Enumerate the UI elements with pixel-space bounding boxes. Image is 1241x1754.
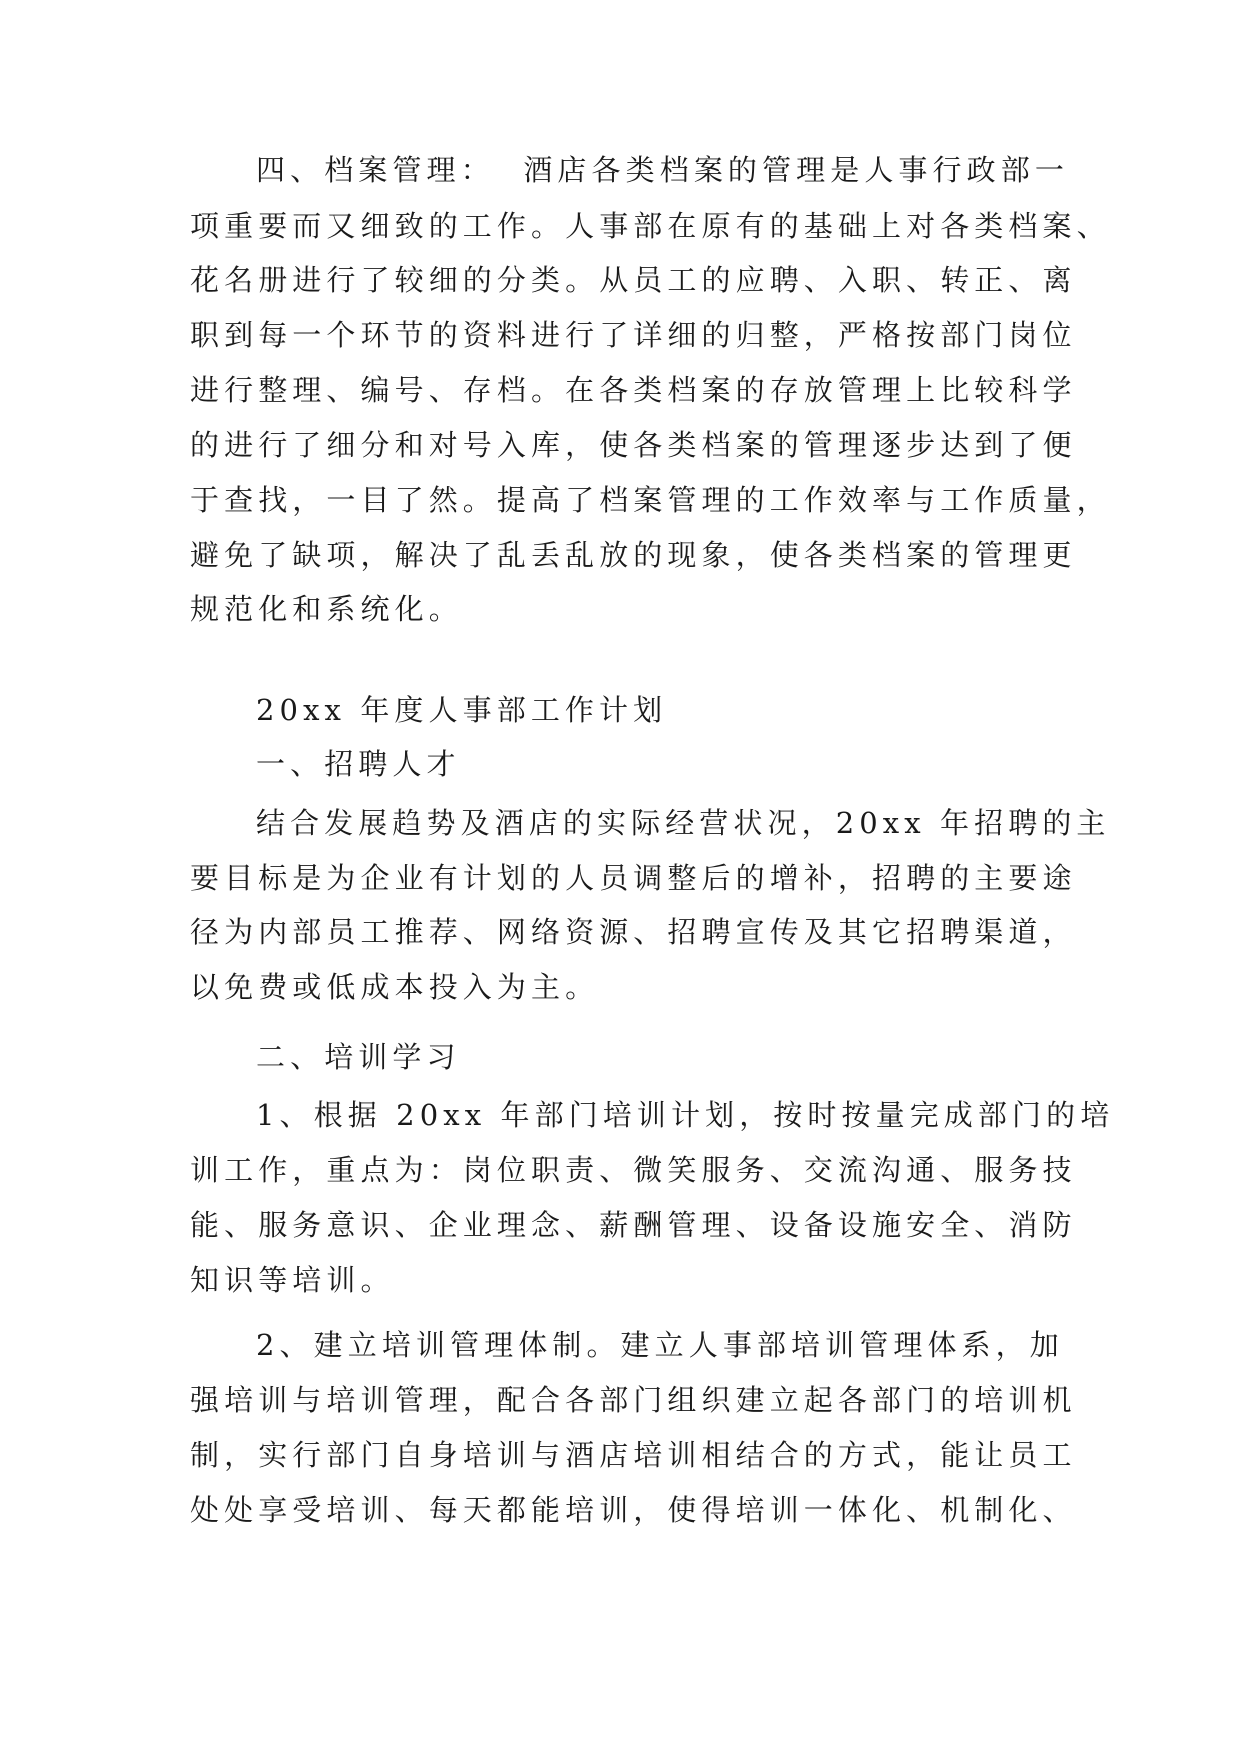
text-line: 项重要而又细致的工作。人事部在原有的基础上对各类档案、: [190, 209, 1111, 243]
text-line: 四、档案管理： 酒店各类档案的管理是人事行政部一: [256, 153, 1069, 187]
text-line: 径为内部员工推荐、网络资源、招聘宣传及其它招聘渠道，: [190, 915, 1077, 949]
text-line: 进行整理、编号、存档。在各类档案的存放管理上比较科学: [190, 373, 1077, 407]
text-line: 训工作，重点为：岗位职责、微笑服务、交流沟通、服务技: [190, 1153, 1077, 1187]
text-line: 强培训与培训管理，配合各部门组织建立起各部门的培训机: [190, 1383, 1077, 1417]
text-line: 职到每一个环节的资料进行了详细的归整，严格按部门岗位: [190, 318, 1077, 352]
text-line: 要目标是为企业有计划的人员调整后的增补，招聘的主要途: [190, 861, 1077, 895]
section-heading: 20xx 年度人事部工作计划: [256, 693, 668, 727]
text-line: 花名册进行了较细的分类。从员工的应聘、入职、转正、离: [190, 263, 1077, 297]
text-line: 的进行了细分和对号入库，使各类档案的管理逐步达到了便: [190, 428, 1077, 462]
text-line: 能、服务意识、企业理念、薪酬管理、设备设施安全、消防: [190, 1208, 1077, 1242]
text-line: 以免费或低成本投入为主。: [190, 970, 600, 1004]
section-heading: 一、招聘人才: [256, 747, 461, 781]
section-heading: 二、培训学习: [256, 1040, 461, 1074]
text-line: 于查找，一目了然。提高了档案管理的工作效率与工作质量，: [190, 483, 1111, 517]
text-line: 处处享受培训、每天都能培训，使得培训一体化、机制化、: [190, 1493, 1077, 1527]
text-line: 2、建立培训管理体制。建立人事部培训管理体系，加: [256, 1328, 1064, 1362]
text-line: 知识等培训。: [190, 1263, 395, 1297]
text-line: 结合发展趋势及酒店的实际经营状况，20xx 年招聘的主: [256, 806, 1111, 840]
text-line: 制，实行部门自身培训与酒店培训相结合的方式，能让员工: [190, 1438, 1077, 1472]
text-line: 避免了缺项，解决了乱丢乱放的现象，使各类档案的管理更: [190, 538, 1077, 572]
text-line: 1、根据 20xx 年部门培训计划，按时按量完成部门的培: [256, 1098, 1115, 1132]
text-line: 规范化和系统化。: [190, 592, 463, 626]
